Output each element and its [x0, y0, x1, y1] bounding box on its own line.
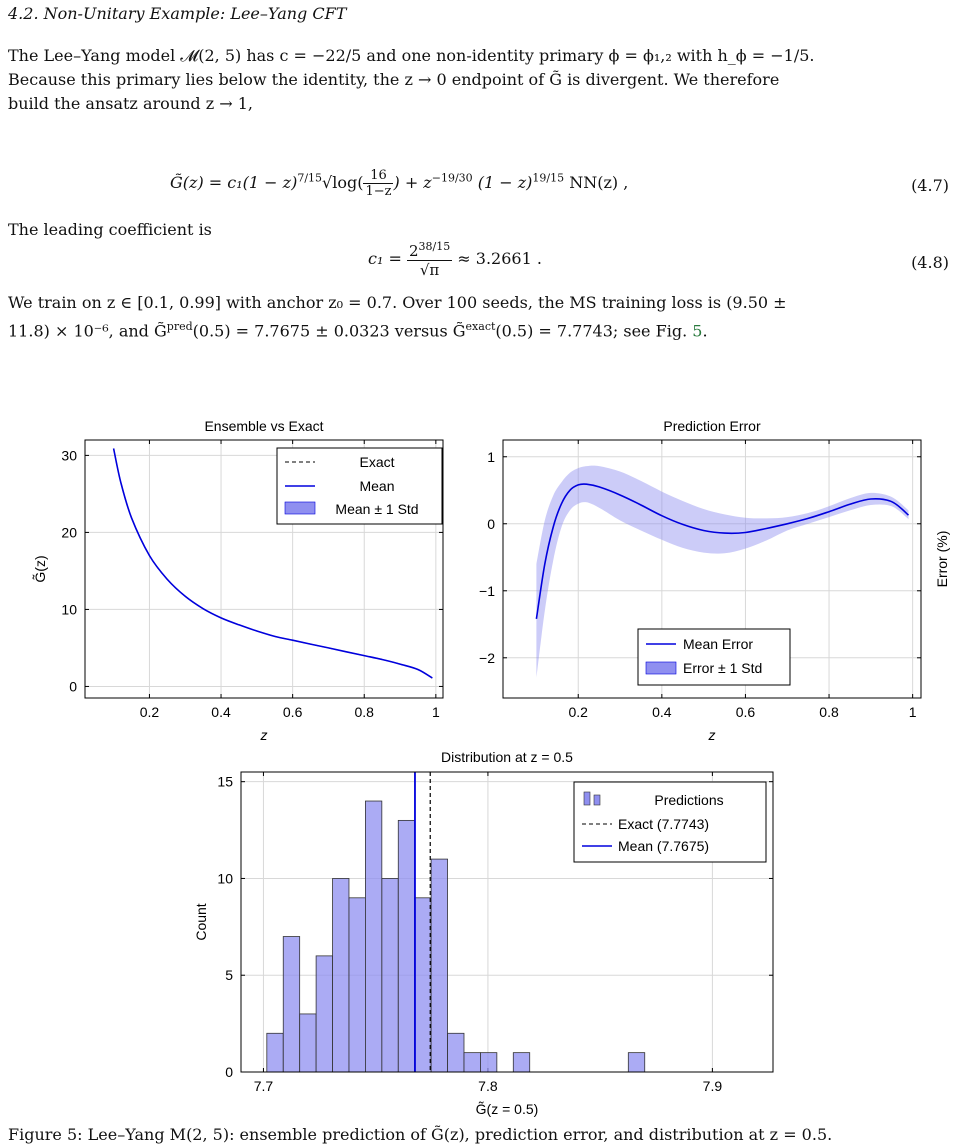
equation-4-8: c₁ = $\frac{2^{38/15}}{√\pi}$ ≈ 3.2661 . [368, 240, 542, 279]
y-tick-label: 0 [69, 678, 77, 695]
legend-mean-label: Mean [359, 478, 395, 494]
legend-exact-label: Exact (7.7743) [618, 816, 710, 832]
chart-title: Prediction Error [663, 418, 761, 434]
histogram-bar [431, 859, 447, 1072]
x-tick-label: 0.2 [139, 704, 160, 720]
histogram-bar [415, 898, 431, 1072]
x-axis-label: z [708, 727, 716, 740]
training-line-1: We train on z ∈ [0.1, 0.99] with anchor z₀ = 0.7. Over 100 seeds, the MS training loss is (9.50 ± [8, 293, 787, 312]
legend-bar-swatch [594, 795, 600, 805]
histogram-bar [464, 1053, 480, 1072]
y-axis-label: G̃(z) [32, 555, 48, 583]
x-tick-label: 0.2 [568, 704, 588, 720]
y-tick-label: −1 [479, 582, 495, 599]
histogram-bar [448, 1033, 464, 1072]
legend-mean-label: Mean (7.7675) [618, 838, 710, 854]
histogram-bar [382, 878, 398, 1072]
legend-std-label: Error ± 1 Std [683, 660, 763, 676]
paragraph-training: We train on z ∈ [0.1, 0.99] with anchor z₀ = 0.7. Over 100 seeds, the MS training loss is (9.50 ± 11.8) × 10⁻⁶, and G̃$^{pred}$(0.5) = 7.7675 ± 0.0323 versus G̃$^{exact}$(0.5) = 7.7743; see Fig. 5. [8, 293, 787, 341]
intro-line-2: Because this primary lies below the identity, the z → 0 endpoint of G̃ is divergent. We therefore [8, 70, 780, 89]
chart-title: Distribution at z = 0.5 [441, 749, 573, 765]
figure-link[interactable]: 5 [692, 321, 703, 341]
figure-caption: Figure 5: Lee–Yang M(2, 5): ensemble prediction of G̃(z), prediction error, and distribution at z = 0.5. [8, 1125, 833, 1144]
x-tick-label: 0.8 [354, 704, 374, 720]
histogram-bar [480, 1053, 496, 1072]
x-tick-label: 0.4 [211, 704, 231, 720]
histogram-bar [628, 1053, 644, 1072]
y-tick-label: 20 [61, 524, 77, 541]
histogram-bar [365, 801, 381, 1072]
legend-std-swatch [285, 502, 315, 514]
equation-4-7: G̃(z) = $c_1(1 - z)^{7/15}√\log$( $\frac{16}{1-z}$ ) + $z^{-19/30}$ $(1 - z)^{19/15}$ NN(z) , [170, 168, 629, 199]
y-tick-label: 30 [61, 447, 77, 464]
x-tick-label: 7.9 [702, 1078, 723, 1094]
x-axis-label: z [260, 727, 268, 740]
histogram-bar [513, 1053, 529, 1072]
histogram-bar [333, 878, 349, 1072]
y-tick-label: 0 [225, 1064, 233, 1080]
ensemble-vs-exact-chart [0, 405, 470, 740]
legend-bar-swatch [584, 792, 590, 805]
legend-mean-label: Mean Error [683, 636, 754, 652]
y-axis-label: Count [193, 903, 209, 941]
y-tick-label: 10 [61, 601, 77, 618]
equation-number-4-7: (4.7) [911, 176, 949, 195]
x-tick-label: 0.4 [652, 704, 672, 720]
equation-number-4-8: (4.8) [911, 253, 949, 272]
section-title: 4.2. Non-Unitary Example: Lee–Yang CFT [8, 4, 347, 23]
x-tick-label: 1 [431, 704, 440, 720]
intro-line-1: The Lee–Yang model 𝓜(2, 5) has c = −22/5 and one non-identity primary ϕ = ϕ₁,₂ with h_ϕ = −1/5. [8, 46, 815, 65]
fraction: $\frac{16}{1-z}$ [365, 168, 392, 199]
paragraph-intro [8, 44, 950, 116]
chart-title: Ensemble vs Exact [204, 418, 324, 434]
histogram-bar [283, 937, 299, 1072]
legend-std-swatch [646, 662, 676, 674]
histogram-bar [398, 820, 414, 1072]
y-axis-label: Error (%) [934, 530, 950, 588]
y-tick-label: 5 [225, 967, 233, 984]
legend-std-label: Mean ± 1 Std [335, 501, 419, 517]
y-tick-label: 1 [487, 448, 495, 465]
x-tick-label: 0.6 [282, 704, 303, 720]
histogram-bar [316, 956, 332, 1072]
x-tick-label: 0.8 [819, 704, 839, 720]
histogram-bar [267, 1033, 283, 1072]
fraction-c1: $\frac{2^{38/15}}{√\pi}$ [408, 240, 451, 279]
legend-predictions-label: Predictions [654, 792, 724, 808]
histogram-bar [349, 898, 365, 1072]
y-tick-label: −2 [479, 649, 495, 666]
distribution-histogram [170, 742, 800, 1122]
prediction-error-chart [470, 405, 957, 740]
y-tick-label: 10 [217, 870, 233, 887]
x-tick-label: 7.8 [478, 1078, 498, 1094]
x-tick-label: 7.7 [253, 1078, 274, 1094]
histogram-bar [300, 1014, 316, 1072]
x-tick-label: 1 [908, 704, 917, 720]
intro-line-3: build the ansatz around z → 1, [8, 94, 253, 113]
y-tick-label: 15 [217, 773, 233, 790]
y-tick-label: 0 [487, 515, 495, 532]
legend-exact-label: Exact [359, 454, 395, 470]
x-axis-label: G̃(z = 0.5) [475, 1101, 539, 1117]
paragraph-coefficient: The leading coefficient is [8, 220, 212, 239]
x-tick-label: 0.6 [735, 704, 756, 720]
